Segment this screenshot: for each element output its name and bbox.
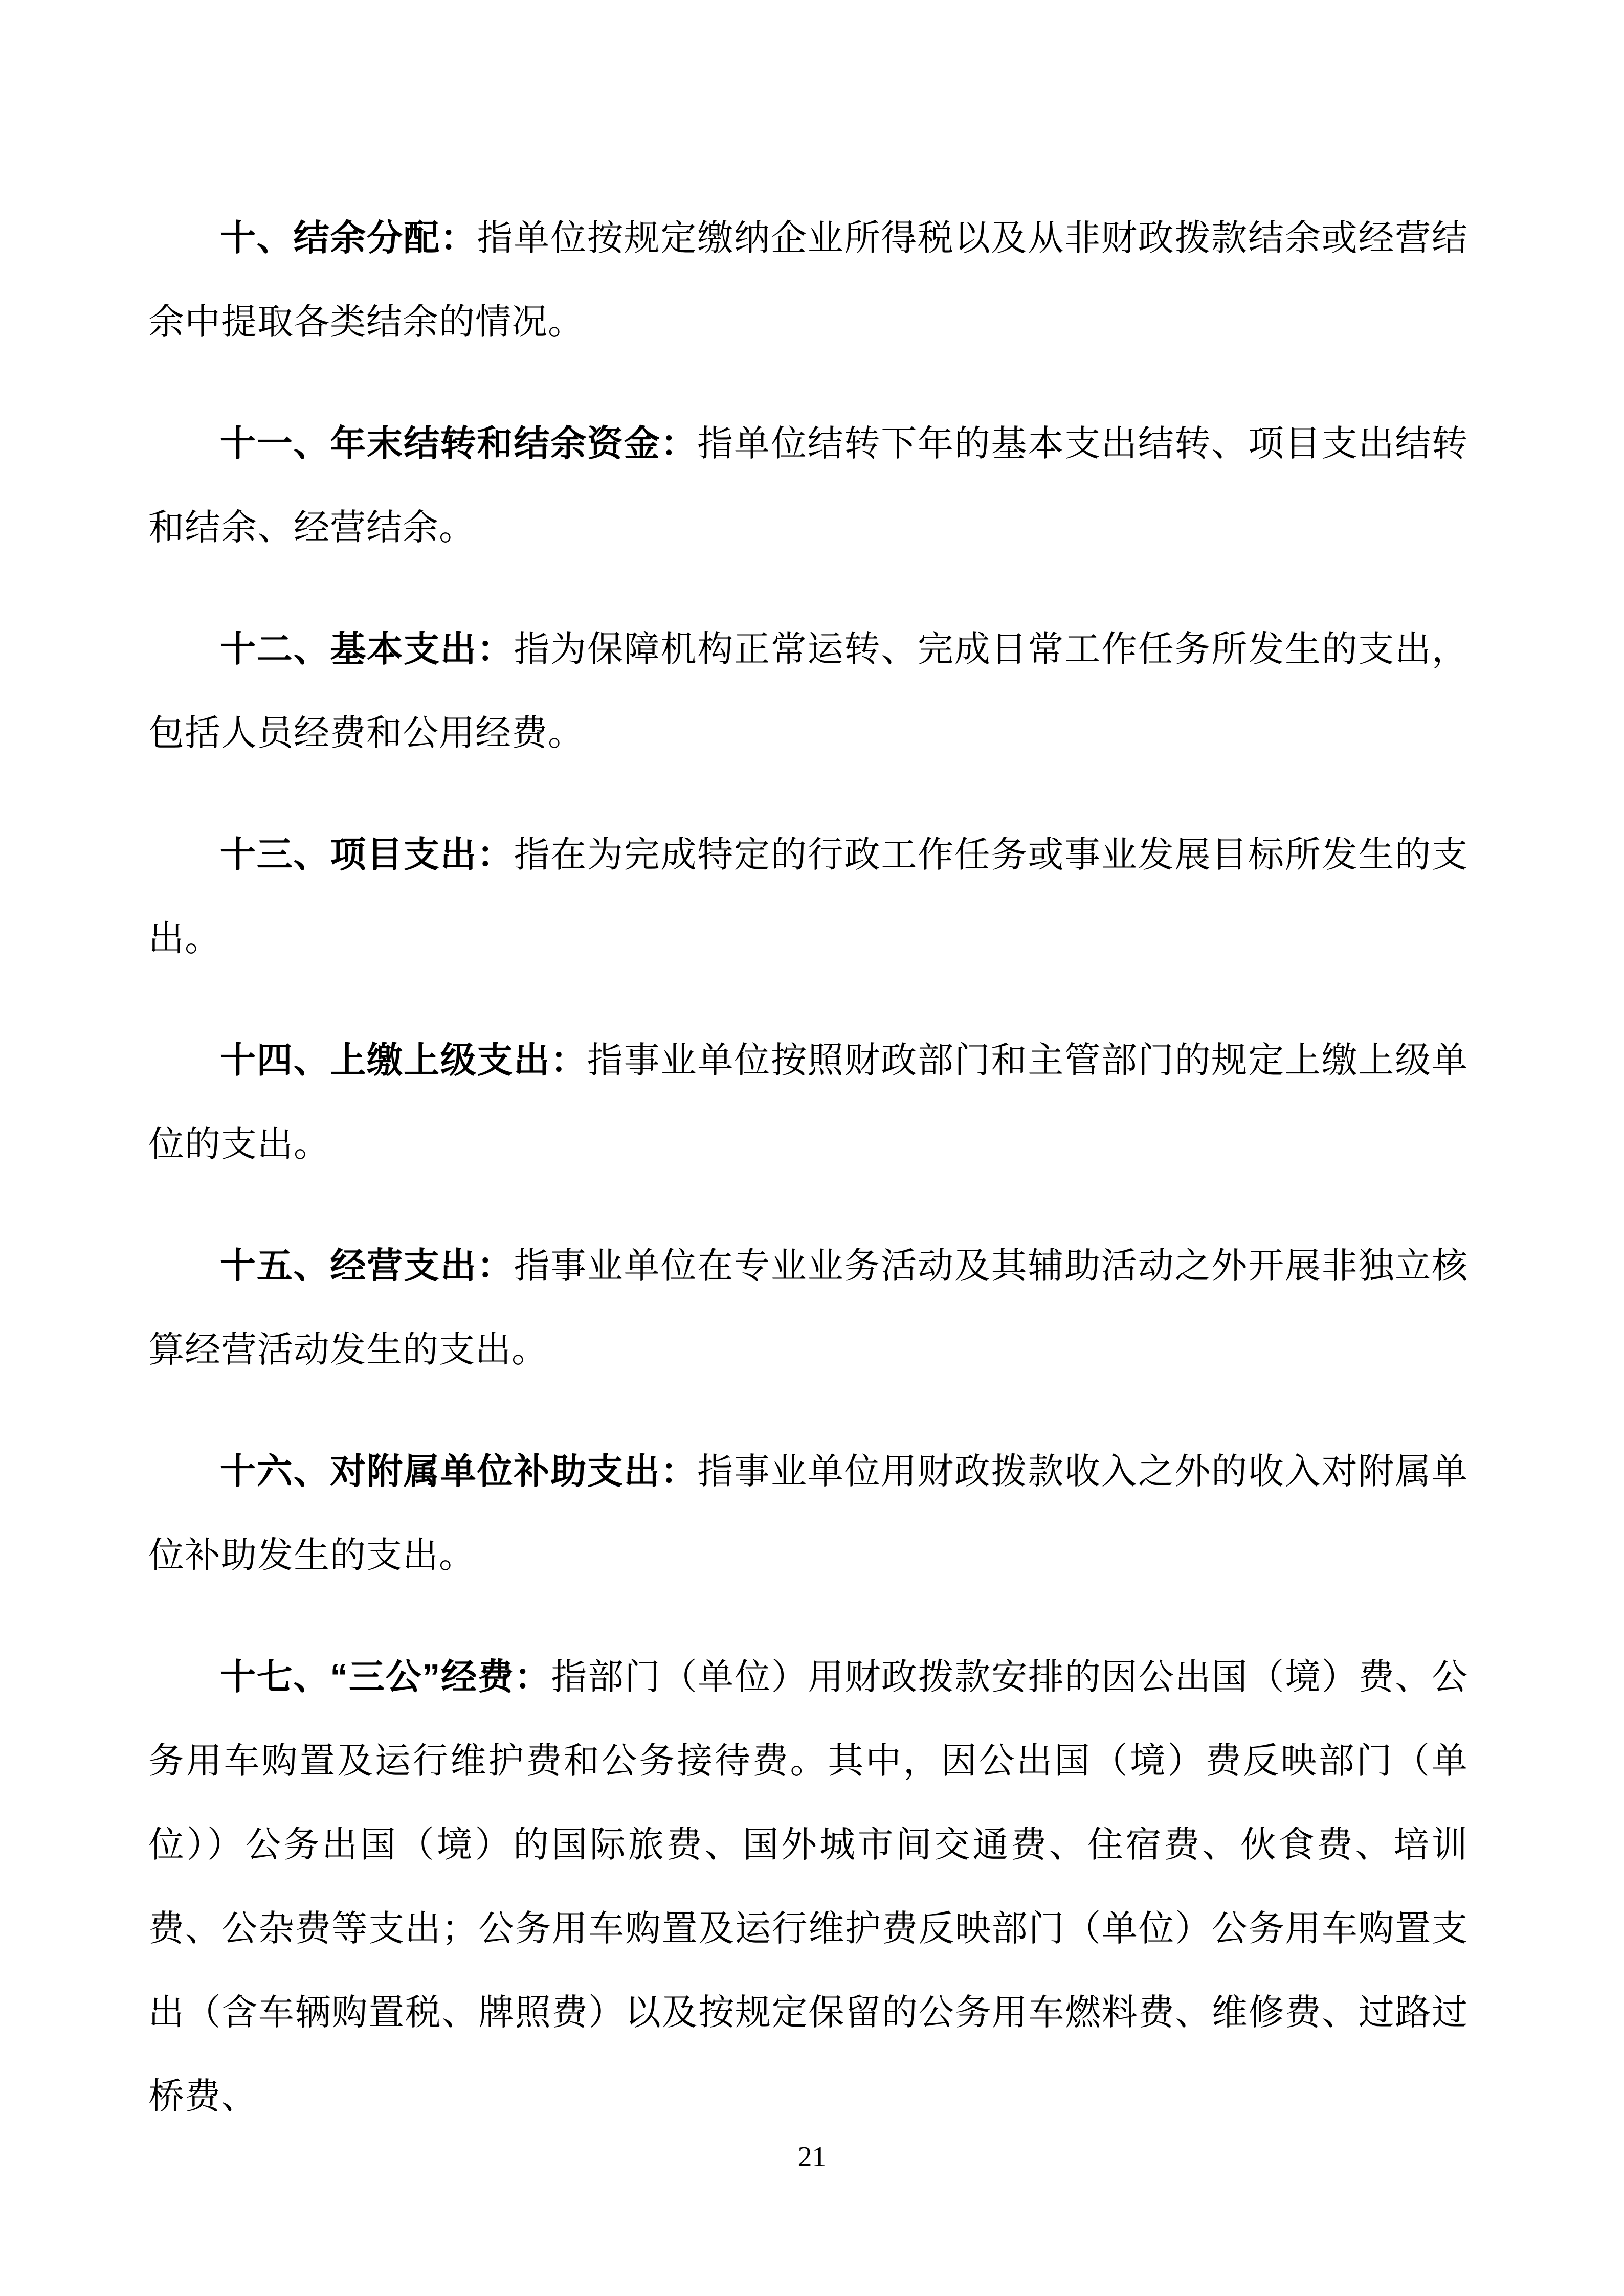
definition-term: 十一、年末结转和结余资金： (220, 423, 698, 463)
definition-item-11 (148, 401, 1468, 570)
definition-text: 指为保障机构正常运转、完成日常工作任务所发生的支出，包括人员经费和公用经费。 (148, 630, 1469, 753)
definition-item-15 (148, 1224, 1468, 1392)
definition-text: 指单位结转下年的基本支出结转、项目支出结转和结余、经营结余。 (148, 424, 1469, 548)
definition-text: 指部门（单位）用财政拨款安排的因公出国（境）费、公务用车购置及运行维护费和公务接待费。其中，因公出国（境）费反映部门（单位））公务出国（境）的国际旅费、国外城市间交通费、住宿费、伙食费、培训费、公杂费等支出；公务用车购置及运行维护费反映部门（单位）公务用车购置支出（含车辆购置税、牌照费）以及按规定保留的公务用车燃料费、维修费、过路过桥费、 (148, 1658, 1469, 2117)
definition-term: 十七、“三公”经费： (220, 1657, 551, 1697)
definition-text: 指事业单位按照财政部门和主管部门的规定上缴上级单位的支出。 (148, 1041, 1469, 1164)
page-number: 21 (797, 2141, 827, 2173)
definition-text: 指在为完成特定的行政工作任务或事业发展目标所发生的支出。 (148, 836, 1469, 959)
definition-item-13 (148, 813, 1468, 981)
definition-item-14 (148, 1018, 1468, 1187)
definition-term: 十四、上缴上级支出： (220, 1040, 587, 1080)
definition-term: 十、结余分配： (220, 218, 477, 258)
definition-text: 指事业单位在专业业务活动及其辅助活动之外开展非独立核算经营活动发生的支出。 (148, 1247, 1469, 1370)
definition-term: 十二、基本支出： (220, 629, 514, 669)
definition-item-17 (148, 1635, 1468, 2139)
definition-term: 十六、对附属单位补助支出： (220, 1451, 698, 1491)
definition-text: 指事业单位用财政拨款收入之外的收入对附属单位补助发生的支出。 (148, 1452, 1469, 1575)
definition-term: 十五、经营支出： (220, 1246, 514, 1286)
definitions-section (148, 196, 1468, 2139)
definition-item-16 (148, 1429, 1468, 1598)
definition-item-10 (148, 196, 1468, 365)
definition-term: 十三、项目支出： (220, 835, 514, 874)
definition-text: 指单位按规定缴纳企业所得税以及从非财政拨款结余或经营结余中提取各类结余的情况。 (148, 219, 1468, 342)
definition-item-12 (148, 607, 1468, 776)
